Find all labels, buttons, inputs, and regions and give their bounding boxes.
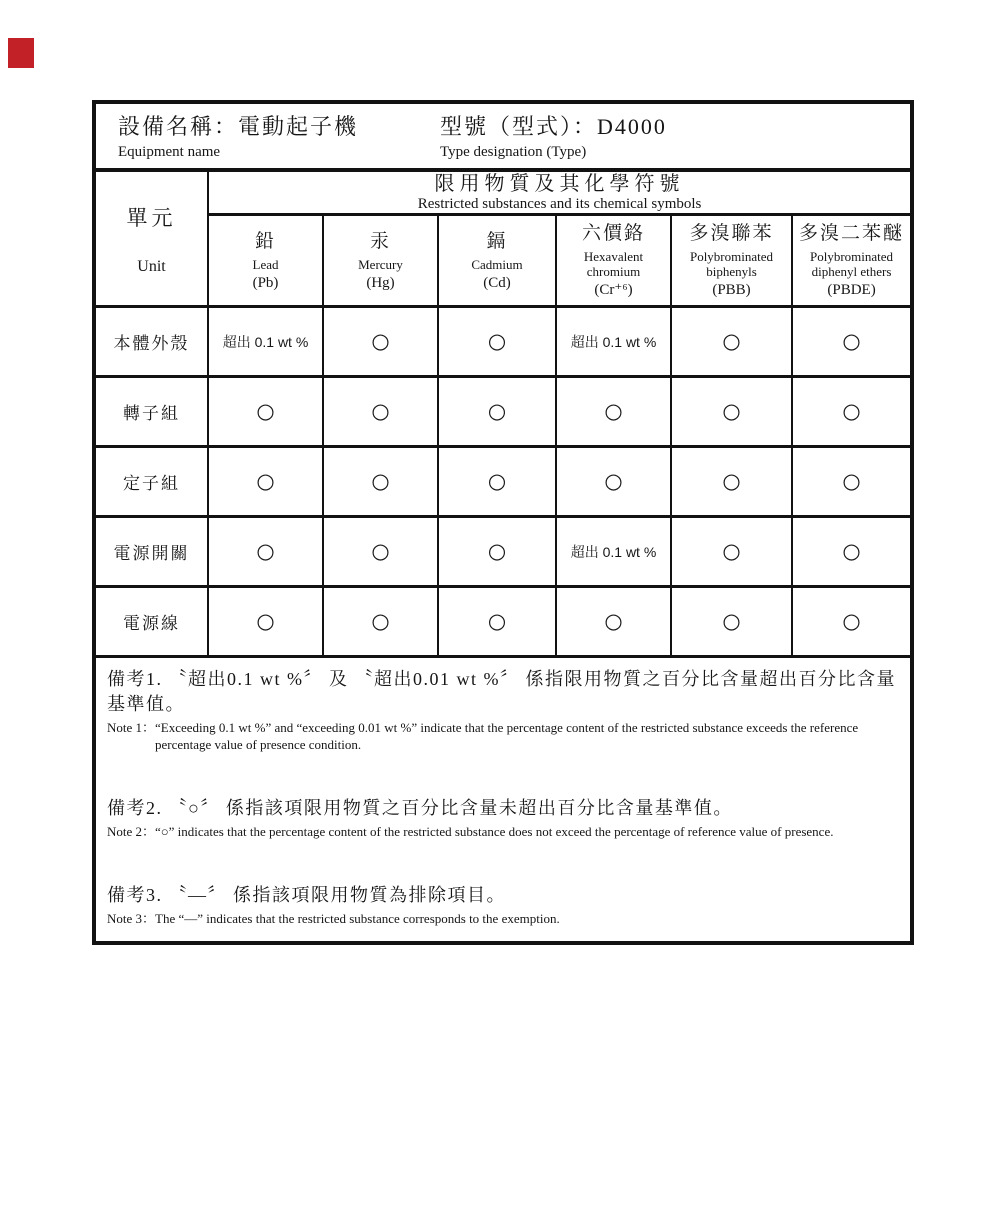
compliance-circle-cell (208, 447, 323, 517)
component-name: 電源開關 (96, 517, 208, 587)
compliance-circle-cell (556, 377, 671, 447)
compliance-circle-cell (438, 587, 556, 656)
substance-symbol: (Cr⁺⁶) (594, 282, 633, 298)
note-text-zh: 備考2. 〝○〞 係指該項限用物質之百分比含量未超出百分比含量基準值。 (107, 798, 733, 818)
compliance-circle-cell (671, 587, 792, 656)
table-body (96, 172, 910, 655)
circle-mark: ○ (842, 608, 861, 633)
equipment-header (96, 104, 910, 172)
compliance-circle-cell (671, 517, 792, 587)
substance-name-en: Polybrominated diphenyl ethers (810, 249, 894, 279)
compliance-circle-cell (323, 377, 438, 447)
note-text-en: Note 2：“○” indicates that the percentage content of the restricted substance does not exceed the percentage of reference value of presence. (107, 824, 834, 839)
note-block (107, 796, 896, 840)
compliance-circle-cell (792, 447, 910, 517)
note-text-zh: 備考3. 〝—〞 係指該項限用物質為排除項目。 (107, 885, 506, 905)
component-name: 轉子組 (96, 377, 208, 447)
note-text-en: Note 3：The “—” indicates that the restricted substance corresponds to the exemption. (107, 911, 560, 926)
circle-mark: ○ (371, 538, 390, 563)
restricted-header-en: Restricted substances and its chemical symbols (417, 196, 702, 212)
table-row (96, 307, 910, 377)
circle-mark: ○ (842, 328, 861, 353)
circle-mark: ○ (371, 608, 390, 633)
component-name: 定子組 (96, 447, 208, 517)
circle-mark: ○ (722, 328, 741, 353)
circle-mark: ○ (842, 538, 861, 563)
equipment-name-en: Equipment name (118, 144, 221, 160)
circle-mark: ○ (722, 538, 741, 563)
component-name: 電源線 (96, 587, 208, 656)
compliance-circle-cell (792, 517, 910, 587)
substance-header-cell (438, 215, 556, 307)
circle-mark: ○ (722, 468, 741, 493)
compliance-circle-cell (323, 517, 438, 587)
substance-name-zh: 汞 (369, 230, 391, 252)
compliance-circle-cell (208, 587, 323, 656)
note-block (107, 883, 896, 927)
substance-name-zh: 鎘 (486, 230, 508, 252)
substance-header-cell (556, 215, 671, 307)
substance-header-cell (671, 215, 792, 307)
circle-mark: ○ (604, 468, 623, 493)
compliance-circle-cell (671, 307, 792, 377)
substance-name-zh: 多溴聯苯 (689, 223, 774, 244)
circle-mark: ○ (256, 608, 275, 633)
compliance-circle-cell (556, 587, 671, 656)
type-designation-block (440, 113, 910, 162)
circle-mark: ○ (371, 328, 390, 353)
rohs-declaration-sheet (92, 100, 914, 945)
substance-name-en: Polybrominated biphenyls (689, 249, 774, 279)
equipment-name-block (96, 113, 440, 162)
circle-mark: ○ (842, 468, 861, 493)
circle-mark: ○ (487, 608, 507, 633)
substance-symbol: (PBDE) (827, 282, 876, 298)
substance-symbol: (Pb) (252, 274, 279, 291)
note-text-en: Note 1：“Exceeding 0.1 wt %” and “exceeding 0.01 wt %” indicate that the percentage content of the restricted substance exceeds the reference percentage value of presence condition. (107, 720, 859, 752)
table-row (96, 447, 910, 517)
substance-name-zh: 六價鉻 (581, 223, 645, 244)
circle-mark: ○ (371, 468, 390, 493)
table-row (96, 587, 910, 656)
circle-mark: ○ (604, 608, 623, 633)
circle-mark: ○ (487, 468, 507, 493)
compliance-circle-cell (438, 447, 556, 517)
type-designation-en: Type designation (Type) (440, 144, 587, 160)
circle-mark: ○ (722, 398, 741, 423)
component-name: 本體外殼 (96, 307, 208, 377)
exceed-value-cell (556, 517, 671, 587)
exceed-value-cell (208, 307, 323, 377)
red-marker (8, 38, 34, 68)
exceed-value: 超出 0.1 wt % (570, 333, 657, 350)
compliance-circle-cell (323, 307, 438, 377)
circle-mark: ○ (722, 608, 741, 633)
substance-name-zh: 多溴二苯醚 (799, 223, 905, 244)
table-header-row-top (96, 172, 910, 215)
substance-symbol: (Cd) (483, 274, 511, 291)
circle-mark: ○ (604, 398, 623, 423)
substance-header-cell (323, 215, 438, 307)
compliance-circle-cell (671, 447, 792, 517)
circle-mark: ○ (256, 468, 275, 493)
note-block (107, 667, 896, 753)
restricted-substances-header-cell (208, 172, 910, 215)
note-text-zh: 備考1. 〝超出0.1 wt %〞 及 〝超出0.01 wt %〞 係指限用物質之百分比含量超出百分比含量基準值。 (107, 669, 896, 714)
substance-symbol: (PBB) (712, 282, 751, 298)
compliance-circle-cell (438, 307, 556, 377)
substance-name-en: Lead (252, 256, 279, 272)
substance-symbol: (Hg) (366, 274, 395, 291)
compliance-circle-cell (323, 447, 438, 517)
compliance-circle-cell (438, 377, 556, 447)
compliance-circle-cell (792, 307, 910, 377)
compliance-circle-cell (438, 517, 556, 587)
unit-header-zh: 單元 (126, 205, 177, 230)
restricted-header-zh: 限用物質及其化學符號 (434, 173, 685, 195)
table-row (96, 377, 910, 447)
compliance-circle-cell (792, 377, 910, 447)
compliance-circle-cell (323, 587, 438, 656)
compliance-circle-cell (792, 587, 910, 656)
circle-mark: ○ (256, 538, 275, 563)
compliance-circle-cell (556, 447, 671, 517)
circle-mark: ○ (487, 538, 507, 563)
exceed-value: 超出 0.1 wt % (222, 333, 309, 350)
exceed-value: 超出 0.1 wt % (570, 543, 657, 560)
unit-header-cell (96, 172, 208, 307)
compliance-circle-cell (671, 377, 792, 447)
substance-header-row (96, 215, 910, 307)
substance-name-en: Mercury (358, 256, 403, 272)
substance-header-cell (792, 215, 910, 307)
circle-mark: ○ (842, 398, 861, 423)
circle-mark: ○ (487, 398, 507, 423)
circle-mark: ○ (256, 398, 275, 423)
exceed-value-cell (556, 307, 671, 377)
circle-mark: ○ (371, 398, 390, 423)
substance-name-en: Cadmium (471, 256, 523, 272)
substance-header-cell (208, 215, 323, 307)
substance-name-zh: 鉛 (254, 230, 276, 252)
equipment-name-zh: 設備名稱：電動起子機 (118, 114, 359, 139)
compliance-circle-cell (208, 517, 323, 587)
unit-header-en: Unit (137, 257, 166, 275)
notes-section (96, 655, 910, 927)
substances-table (96, 172, 910, 655)
compliance-circle-cell (208, 377, 323, 447)
type-designation-zh: 型號（型式）：D4000 (440, 114, 667, 139)
circle-mark: ○ (487, 328, 507, 353)
substance-name-en: Hexavalent chromium (583, 249, 644, 279)
table-row (96, 517, 910, 587)
